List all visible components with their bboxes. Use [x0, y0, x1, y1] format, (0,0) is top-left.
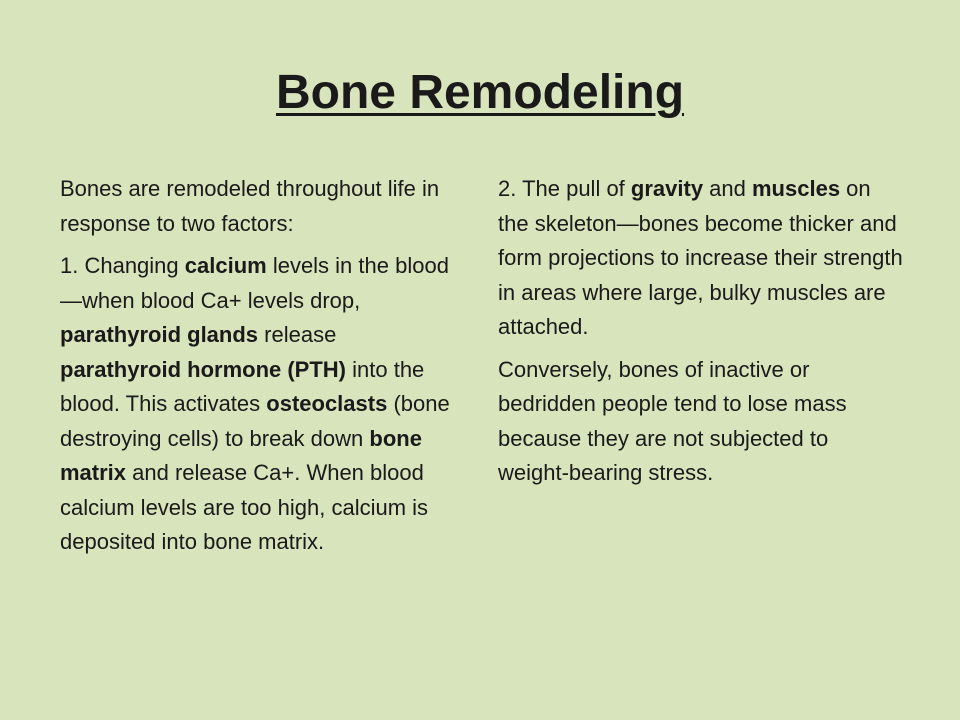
text-segment: levels in the blood—when blood Ca+ levels drop,: [60, 253, 449, 313]
bold-term-calcium: calcium: [184, 253, 267, 278]
text-segment: 2. The pull of: [498, 176, 631, 201]
calcium-factor-paragraph: [60, 249, 455, 560]
text-segment: Bones are remodeled throughout life in response to two factors:: [60, 176, 440, 236]
gravity-factor-paragraph: [498, 172, 903, 345]
bold-term-muscles: muscles: [752, 176, 841, 201]
bold-term-gravity: gravity: [630, 176, 704, 201]
slide-title: Bone Remodeling: [275, 66, 685, 119]
left-text-column: [60, 172, 455, 568]
intro-paragraph: [60, 172, 455, 241]
bold-term-parathyroid-glands: parathyroid glands: [60, 322, 259, 347]
conversely-paragraph: [498, 353, 903, 491]
text-segment: Conversely, bones of inactive or bedridden people tend to lose mass because they are not subjected to weight-bearing stress.: [498, 356, 847, 485]
text-segment: into the blood. This activates: [60, 356, 425, 416]
text-segment: release: [258, 322, 337, 347]
right-text-column: [498, 172, 903, 499]
text-segment: on the skeleton—bones become thicker and form projections to increase their strength in areas where large, bulky muscles are attached.: [498, 176, 903, 339]
text-segment: (bone destroying cells) to break down: [60, 391, 450, 451]
bold-term-bone-matrix: bone matrix: [60, 425, 422, 485]
bold-term-osteoclasts: osteoclasts: [266, 391, 388, 416]
text-segment: and release Ca+. When blood calcium levels are too high, calcium is deposited into bone matrix.: [60, 460, 429, 554]
bold-term-pth: parathyroid hormone (PTH): [60, 356, 347, 382]
text-segment: 1. Changing: [60, 253, 185, 278]
text-segment: and: [703, 176, 752, 201]
